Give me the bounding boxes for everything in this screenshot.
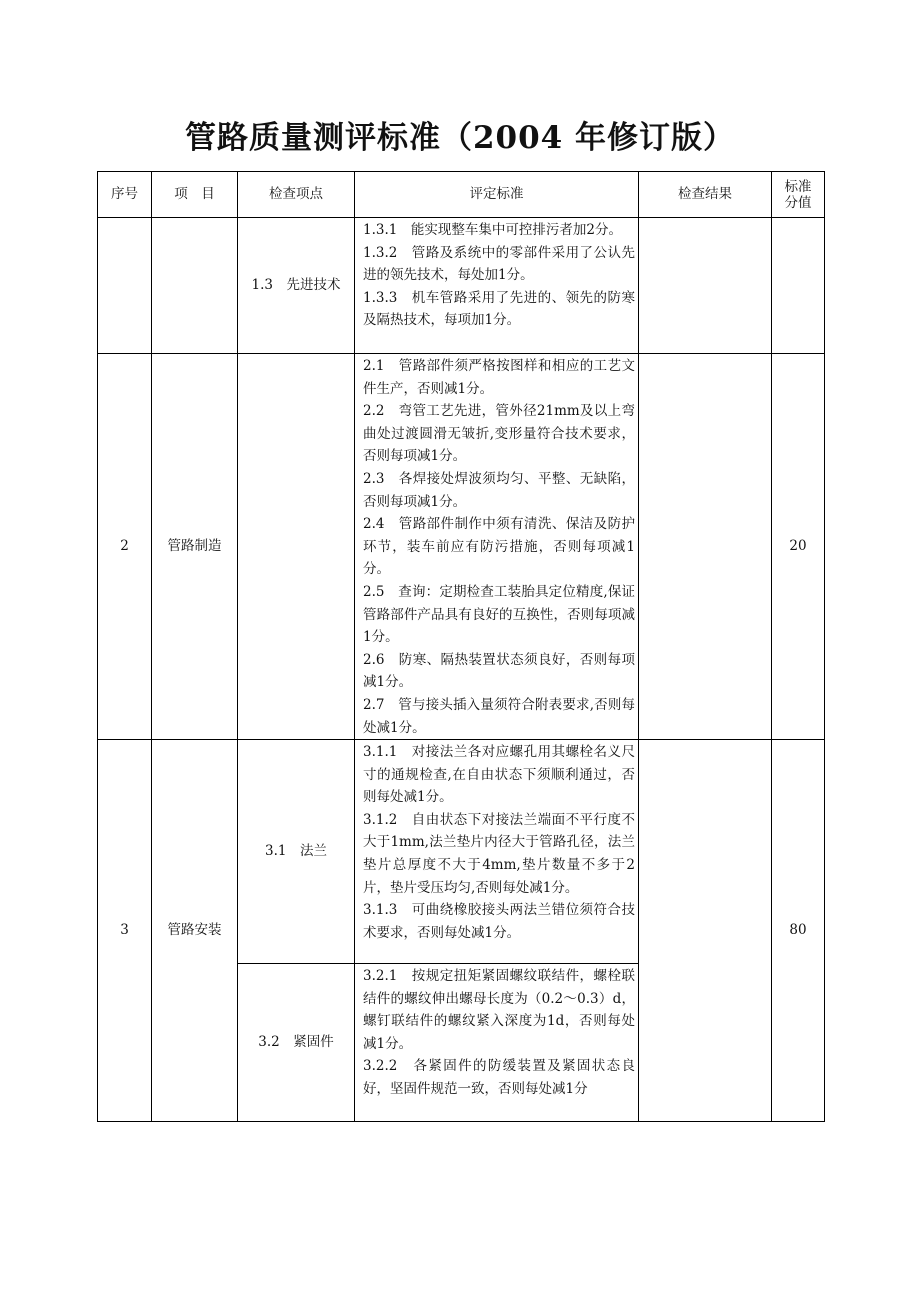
result-cell <box>639 354 772 740</box>
table-row <box>98 740 825 964</box>
check-point-cell: 3.1 法兰 <box>238 740 355 964</box>
check-point-cell <box>238 354 355 740</box>
table-row <box>98 354 825 740</box>
criteria-cell <box>355 740 639 964</box>
criteria-item: 2.5 查询：定期检查工装胎具定位精度,保证管路部件产品具有良好的互换性，否则每项减1分。 <box>363 583 635 646</box>
header-check-point: 检查项点 <box>238 172 355 218</box>
score-cell <box>772 218 825 354</box>
header-score <box>772 172 825 218</box>
item-cell: 管路制造 <box>152 354 238 740</box>
header-row <box>98 172 825 218</box>
header-result: 检查结果 <box>639 172 772 218</box>
item-cell: 管路安装 <box>152 740 238 1122</box>
check-point-cell: 1.3 先进技术 <box>238 218 355 354</box>
criteria-item: 2.7 管与接头插入量须符合附表要求,否则每处减1分。 <box>363 696 635 736</box>
criteria-item: 2.2 弯管工艺先进，管外径21mm及以上弯曲处过渡圆滑无皱折,变形量符合技术要求，否则每项减1分。 <box>363 403 635 465</box>
criteria-item: 1.3.3 机车管路采用了先进的、领先的防寒及隔热技术，每项加1分。 <box>363 289 635 329</box>
criteria-item: 3.2.2 各紧固件的防缓装置及紧固状态良好，坚固件规范一致，否则每处减1分 <box>363 1058 635 1098</box>
criteria-item: 1.3.2 管路及系统中的零部件采用了公认先进的领先技术，每处加1分。 <box>363 244 635 284</box>
check-point-cell: 3.2 紧固件 <box>238 964 355 1122</box>
header-seq: 序号 <box>98 172 152 218</box>
criteria-cell <box>355 218 639 354</box>
result-cell <box>639 740 772 1122</box>
header-score-line1: 标准 <box>784 178 812 195</box>
header-item: 项 目 <box>152 172 238 218</box>
criteria-item: 2.6 防寒、隔热装置状态须良好，否则每项减1分。 <box>363 651 635 691</box>
table-row <box>98 218 825 354</box>
document-title: 管路质量测评标准（2004 年修订版） <box>184 120 736 156</box>
criteria-item: 3.2.1 按规定扭矩紧固螺纹联结件，螺栓联结件的螺纹伸出螺母长度为（0.2～0.3）d，螺钉联结件的螺纹紧入深度为1d，否则每处减1分。 <box>363 968 635 1052</box>
score-cell: 20 <box>772 354 825 740</box>
evaluation-table <box>97 171 825 1122</box>
criteria-item: 2.4 管路部件制作中须有清洗、保洁及防护环节，装车前应有防污措施，否则每项减1分。 <box>363 516 635 578</box>
criteria-cell <box>355 354 639 740</box>
seq-cell: 3 <box>98 740 152 1122</box>
criteria-item: 3.1.2 自由状态下对接法兰端面不平行度不大于1mm,法兰垫片内径大于管路孔径，法兰垫片总厚度不大于4mm,垫片数量不多于2片，垫片受压均匀,否则每处减1分。 <box>363 811 635 896</box>
criteria-item: 3.1.3 可曲绕橡胶接头两法兰错位须符合技术要求，否则每处减1分。 <box>363 902 635 941</box>
item-cell <box>152 218 238 354</box>
result-cell <box>639 218 772 354</box>
criteria-item: 3.1.1 对接法兰各对应螺孔用其螺栓名义尺寸的通规检查,在自由状态下须顺利通过，否则每处减1分。 <box>363 744 635 806</box>
seq-cell <box>98 218 152 354</box>
seq-cell: 2 <box>98 354 152 740</box>
criteria-item: 2.3 各焊接处焊波须均匀、平整、无缺陷，否则每项减1分。 <box>363 470 635 510</box>
header-criteria: 评定标准 <box>355 172 639 218</box>
header-score-line2: 分值 <box>784 194 812 211</box>
criteria-item: 2.1 管路部件须严格按图样和相应的工艺文件生产，否则减1分。 <box>363 358 635 397</box>
criteria-item: 1.3.1 能实现整车集中可控排污者加2分。 <box>363 222 622 238</box>
criteria-cell <box>355 964 639 1122</box>
score-cell: 80 <box>772 740 825 1122</box>
